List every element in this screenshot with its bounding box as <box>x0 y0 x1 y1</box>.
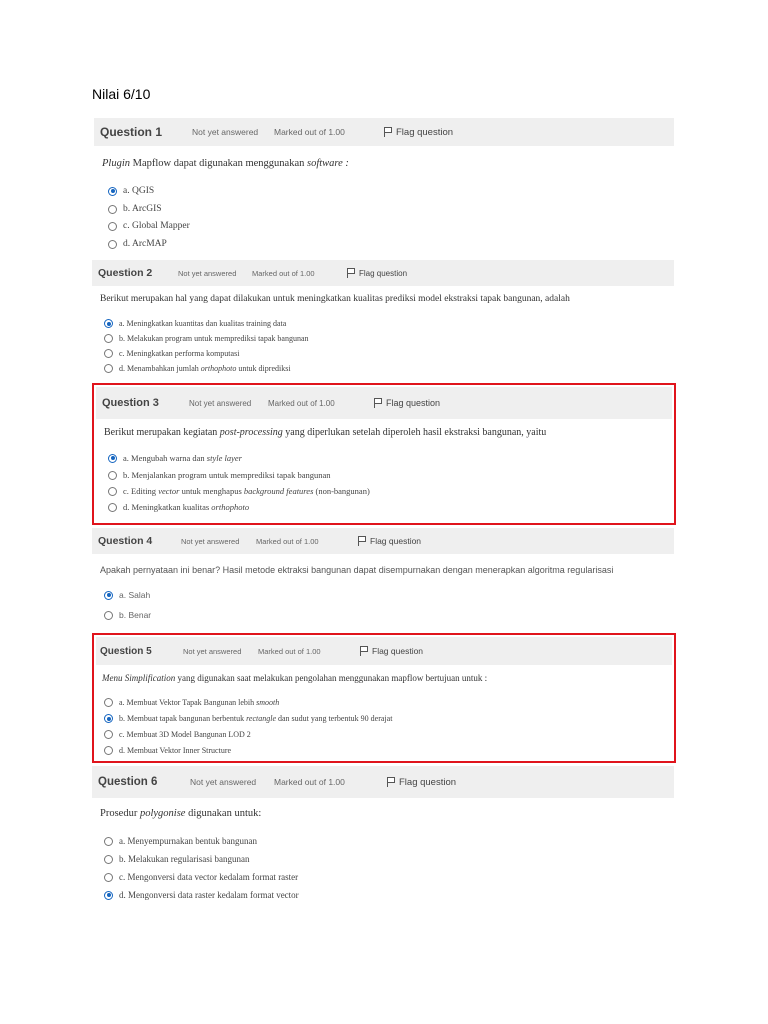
flag-icon <box>374 398 382 408</box>
question-4 <box>92 528 674 626</box>
question-status: Not yet answered <box>183 646 242 656</box>
option-label: d. ArcMAP <box>123 239 167 249</box>
question-header <box>92 528 674 554</box>
question-marks: Marked out of 1.00 <box>268 398 335 408</box>
question-status: Not yet answered <box>192 127 259 137</box>
question-number: Question 3 <box>102 397 159 409</box>
option-a[interactable] <box>108 186 154 196</box>
option-c[interactable] <box>104 730 251 739</box>
question-header <box>96 387 672 419</box>
question-header <box>92 766 674 798</box>
question-marks: Marked out of 1.00 <box>258 646 321 656</box>
radio[interactable] <box>108 487 117 496</box>
question-text: Plugin Mapflow dapat digunakan menggunakan software : <box>102 158 349 169</box>
radio-selected[interactable] <box>104 714 113 723</box>
flag-question-button[interactable] <box>374 398 440 408</box>
option-label: d. Mengonversi data raster kedalam format vector <box>119 890 299 900</box>
radio[interactable] <box>108 240 117 249</box>
option-d[interactable] <box>108 239 167 249</box>
option-c[interactable] <box>108 221 190 231</box>
option-label: b. Melakukan program untuk memprediksi tapak bangunan <box>119 334 309 343</box>
question-marks: Marked out of 1.00 <box>252 268 315 278</box>
radio[interactable] <box>104 611 113 620</box>
flag-icon <box>384 127 392 137</box>
flag-question-button[interactable] <box>358 536 421 546</box>
option-label: a. Membuat Vektor Tapak Bangunan lebih smooth <box>119 698 280 707</box>
radio[interactable] <box>104 746 113 755</box>
option-label: a. Salah <box>119 590 151 600</box>
radio[interactable] <box>104 364 113 373</box>
question-number: Question 1 <box>100 125 163 139</box>
flag-icon <box>347 268 355 278</box>
question-text: Prosedur polygonise digunakan untuk: <box>100 808 262 819</box>
option-label: b. Membuat tapak bangunan berbentuk rectangle dan sudut yang terbentuk 90 derajat <box>119 714 393 723</box>
option-label: a. QGIS <box>123 186 155 196</box>
question-5 <box>94 635 674 761</box>
page-title: Nilai 6/10 <box>92 86 151 102</box>
flag-question-label: Flag question <box>372 646 424 656</box>
radio-selected[interactable] <box>104 591 113 600</box>
radio-selected[interactable] <box>108 454 117 463</box>
radio[interactable] <box>108 222 117 231</box>
question-1 <box>94 118 674 258</box>
option-label: a. Mengubah warna dan style layer <box>123 453 242 463</box>
flag-question-button[interactable] <box>360 646 423 656</box>
option-label: c. Editing vector untuk menghapus background features (non-bangunan) <box>123 486 370 496</box>
flag-icon <box>360 646 368 656</box>
radio[interactable] <box>104 349 113 358</box>
option-a[interactable] <box>104 590 150 600</box>
question-status: Not yet answered <box>178 268 237 278</box>
flag-question-button[interactable] <box>347 268 407 278</box>
option-a[interactable] <box>104 836 257 846</box>
flag-icon <box>387 777 395 787</box>
option-label: d. Membuat Vektor Inner Structure <box>119 746 232 755</box>
radio[interactable] <box>104 698 113 707</box>
flag-question-label: Flag question <box>399 776 457 788</box>
option-c[interactable] <box>104 349 239 358</box>
option-label: a. Menyempurnakan bentuk bangunan <box>119 836 257 846</box>
option-b[interactable] <box>104 714 392 723</box>
radio[interactable] <box>104 837 113 846</box>
option-d[interactable] <box>104 746 231 755</box>
question-number: Question 4 <box>98 535 153 547</box>
question-3 <box>94 385 674 523</box>
question-number: Question 6 <box>98 776 158 788</box>
radio-selected[interactable] <box>108 187 117 196</box>
option-label: a. Meningkatkan kuantitas dan kualitas training data <box>119 319 287 328</box>
flag-question-label: Flag question <box>359 268 408 278</box>
question-6 <box>92 766 674 906</box>
option-b[interactable] <box>104 334 309 343</box>
flag-question-label: Flag question <box>396 126 454 138</box>
question-marks: Marked out of 1.00 <box>274 127 345 137</box>
radio[interactable] <box>104 730 113 739</box>
option-c[interactable] <box>108 486 370 496</box>
option-label: d. Meningkatkan kualitas orthophoto <box>123 502 250 512</box>
option-label: b. Menjalankan program untuk memprediksi tapak bangunan <box>123 470 331 480</box>
radio-selected[interactable] <box>104 319 113 328</box>
flag-question-button[interactable] <box>387 777 456 788</box>
question-number: Question 2 <box>98 267 153 279</box>
option-label: c. Global Mapper <box>123 221 190 231</box>
radio[interactable] <box>108 205 117 214</box>
option-a[interactable] <box>104 698 279 707</box>
radio[interactable] <box>104 873 113 882</box>
option-d[interactable] <box>104 364 291 373</box>
option-a[interactable] <box>104 319 286 328</box>
question-marks: Marked out of 1.00 <box>274 777 345 787</box>
question-text: Berikut merupakan kegiatan post-processing yang diperlukan setelah diperoleh hasil ekstraksi bangunan, yaitu <box>104 427 547 438</box>
question-marks: Marked out of 1.00 <box>256 536 319 546</box>
question-text: Menu Simplification yang digunakan saat melakukan pengolahan menggunakan mapflow bertujuan untuk : <box>102 673 488 683</box>
option-label: b. ArcGIS <box>123 204 162 214</box>
radio-selected[interactable] <box>104 891 113 900</box>
radio[interactable] <box>108 503 117 512</box>
question-header <box>96 637 672 665</box>
option-b[interactable] <box>108 204 162 214</box>
flag-icon <box>358 536 366 546</box>
question-header <box>92 260 674 286</box>
question-status: Not yet answered <box>190 777 257 787</box>
option-b[interactable] <box>104 610 151 620</box>
flag-question-button[interactable] <box>384 127 453 138</box>
flag-question-label: Flag question <box>386 398 441 408</box>
flag-question-label: Flag question <box>370 536 422 546</box>
option-label: d. Menambahkan jumlah orthophoto untuk diprediksi <box>119 364 291 373</box>
option-b[interactable] <box>108 470 331 480</box>
question-text: Apakah pernyataan ini benar? Hasil metode ektraksi bangunan dapat disempurnakan dengan menerapkan algoritma regularisasi <box>100 565 614 575</box>
question-status: Not yet answered <box>181 536 240 546</box>
question-status: Not yet answered <box>189 398 252 408</box>
radio[interactable] <box>104 855 113 864</box>
option-a[interactable] <box>108 453 242 463</box>
option-d[interactable] <box>108 502 249 512</box>
option-label: c. Mengonversi data vector kedalam format raster <box>119 872 299 882</box>
option-b[interactable] <box>104 854 249 864</box>
question-header <box>94 118 674 146</box>
question-text: Berikut merupakan hal yang dapat dilakukan untuk meningkatkan kualitas prediksi model ekstraksi tapak bangunan, adalah <box>100 294 570 304</box>
radio[interactable] <box>104 334 113 343</box>
option-d[interactable] <box>104 890 299 900</box>
question-number: Question 5 <box>100 645 152 657</box>
option-label: c. Membuat 3D Model Bangunan LOD 2 <box>119 730 251 739</box>
option-label: b. Melakukan regularisasi bangunan <box>119 854 250 864</box>
radio[interactable] <box>108 471 117 480</box>
question-2 <box>92 260 674 382</box>
option-label: c. Meningkatkan performa komputasi <box>119 349 240 358</box>
option-label: b. Benar <box>119 610 152 620</box>
option-c[interactable] <box>104 872 298 882</box>
